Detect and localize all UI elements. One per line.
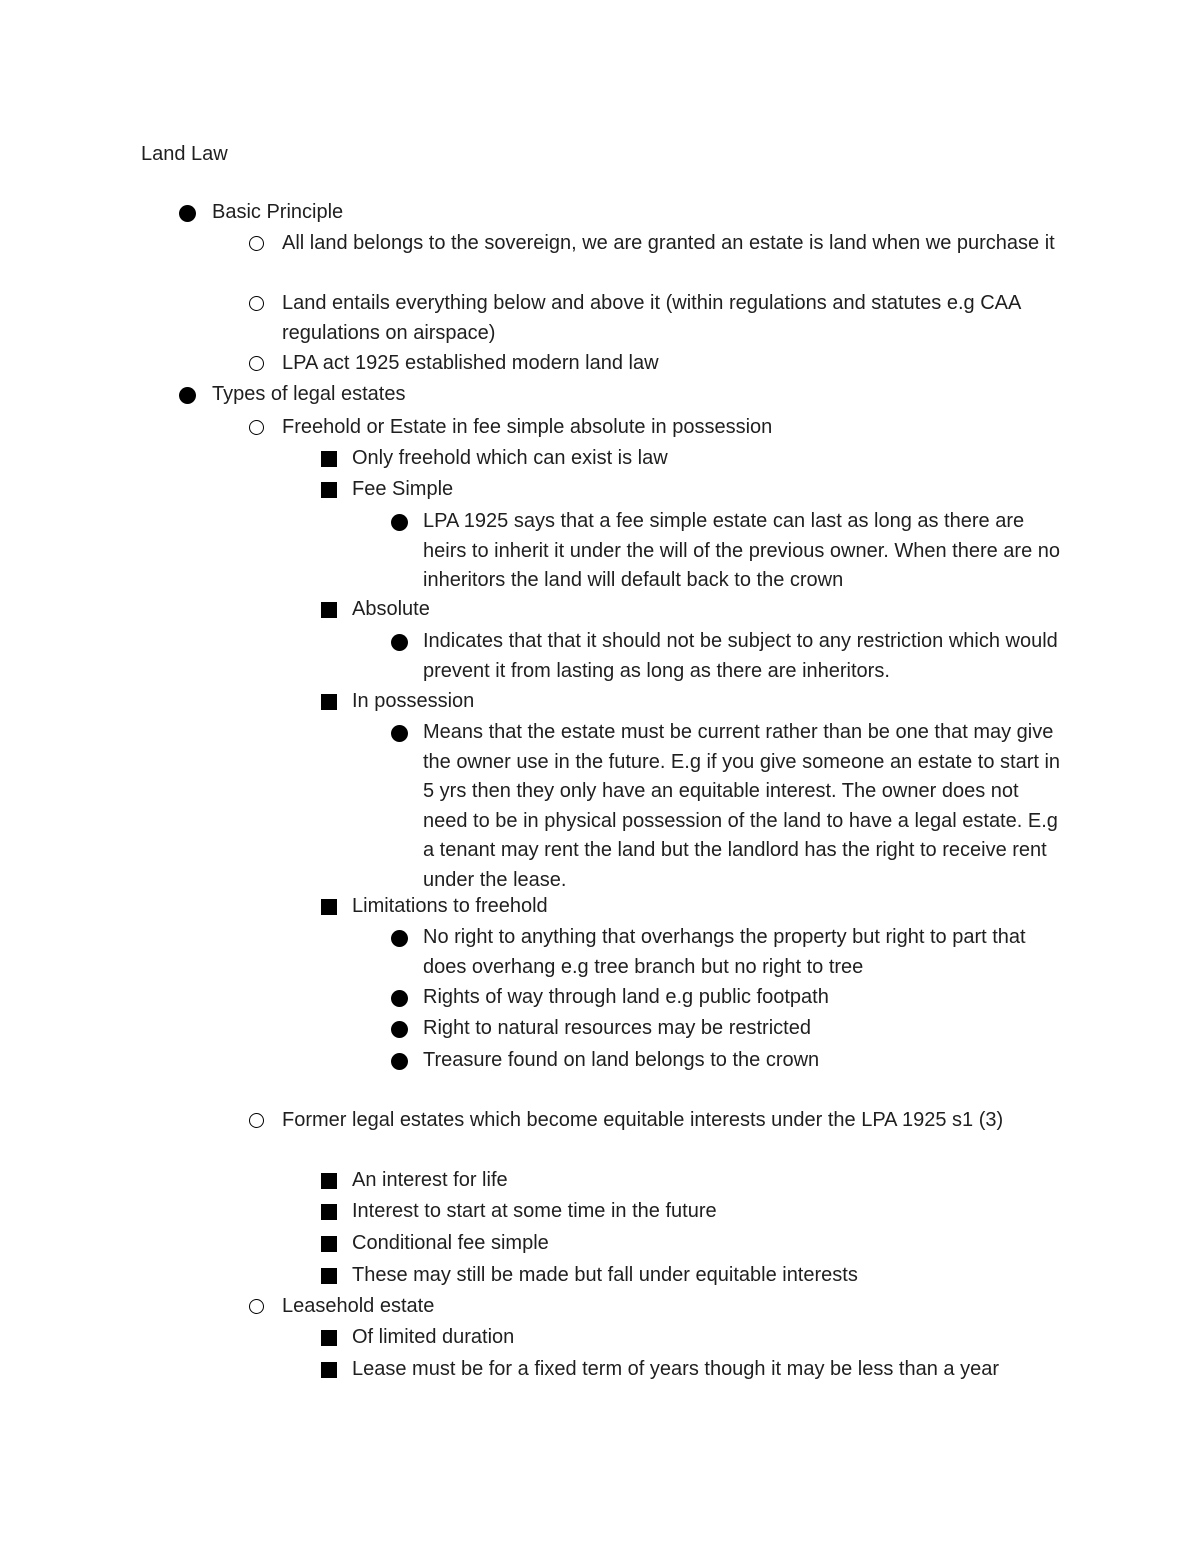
- outline-item-text: Lease must be for a fixed term of years though it may be less than a year: [352, 1358, 1000, 1380]
- outline-item-text: Limitations to freehold: [352, 895, 548, 917]
- outline-item-level-1: [212, 198, 1062, 228]
- outline-item-text: In possession: [352, 690, 475, 712]
- outline-item-text: Freehold or Estate in fee simple absolute in possession: [282, 416, 773, 438]
- outline-item-text: Of limited duration: [352, 1326, 515, 1348]
- outline-item-text: LPA 1925 says that a fee simple estate can last as long as there are heirs to inherit it under the will of the previous owner. When there are no inheritors the land will default back to the crown: [423, 510, 1061, 591]
- outline-item-text: Land entails everything below and above it (within regulations and statutes e.g CAA regulations on airspace): [282, 292, 1021, 344]
- outline-item-level-3: [352, 1355, 1062, 1385]
- filled-circle-bullet-icon: [391, 634, 408, 651]
- outline-item-level-3: [352, 444, 1062, 474]
- outline-item-text: These may still be made but fall under equitable interests: [352, 1264, 858, 1286]
- outline-item-level-4: [423, 718, 1062, 895]
- square-bullet-icon: [321, 1362, 337, 1378]
- outline-item-level-4: [423, 1014, 1062, 1044]
- outline-item-level-3: [352, 1323, 1062, 1353]
- outline-item-text: Means that the estate must be current rather than be one that may give the owner use in the future. E.g if you give someone an estate to start in 5 yrs then they only have an equitable interest. The owner does not need to be in physical possession of the land to have a legal estate. E.g a tenant may rent the land but the landlord has the right to receive rent under the lease.: [423, 721, 1061, 891]
- outline-item-text: Former legal estates which become equitable interests under the LPA 1925 s1 (3): [282, 1109, 1004, 1131]
- hollow-circle-bullet-icon: [249, 1299, 264, 1314]
- outline-item-text: Fee Simple: [352, 478, 454, 500]
- outline-item-text: All land belongs to the sovereign, we are granted an estate is land when we purchase it: [282, 232, 1055, 254]
- outline-item-level-4: [423, 507, 1062, 596]
- hollow-circle-bullet-icon: [249, 236, 264, 251]
- outline-item-level-3: [352, 687, 1062, 717]
- outline-item-level-3: [352, 1166, 1062, 1196]
- hollow-circle-bullet-icon: [249, 1113, 264, 1128]
- square-bullet-icon: [321, 482, 337, 498]
- square-bullet-icon: [321, 1204, 337, 1220]
- outline-item-level-3: [352, 1229, 1062, 1259]
- outline-item-text: LPA act 1925 established modern land law: [282, 352, 659, 374]
- square-bullet-icon: [321, 1330, 337, 1346]
- outline-item-text: No right to anything that overhangs the property but right to part that does overhang e.g tree branch but no right to tree: [423, 926, 1026, 978]
- outline-item-text: Conditional fee simple: [352, 1232, 549, 1254]
- outline-item-level-4: [423, 983, 1062, 1013]
- outline-item-text: Interest to start at some time in the future: [352, 1200, 717, 1222]
- filled-circle-bullet-icon: [391, 990, 408, 1007]
- outline-item-text: Treasure found on land belongs to the crown: [423, 1049, 820, 1071]
- outline-item-level-3: [352, 595, 1062, 625]
- outline-item-level-2: [282, 413, 1062, 443]
- outline-item-level-1: [212, 380, 1062, 410]
- filled-circle-bullet-icon: [391, 514, 408, 531]
- outline-item-level-3: [352, 1261, 1062, 1291]
- hollow-circle-bullet-icon: [249, 356, 264, 371]
- outline-item-level-2: [282, 229, 1062, 259]
- outline-item-text: Indicates that that it should not be subject to any restriction which would prevent it from lasting as long as there are inheritors.: [423, 630, 1058, 682]
- hollow-circle-bullet-icon: [249, 296, 264, 311]
- outline-item-text: Basic Principle: [212, 201, 344, 223]
- filled-circle-bullet-icon: [391, 1053, 408, 1070]
- outline-item-text: Types of legal estates: [212, 383, 406, 405]
- square-bullet-icon: [321, 1236, 337, 1252]
- outline-item-text: An interest for life: [352, 1169, 508, 1191]
- filled-circle-bullet-icon: [391, 930, 408, 947]
- outline-item-level-3: [352, 1197, 1062, 1227]
- outline-item-level-4: [423, 1046, 1062, 1076]
- square-bullet-icon: [321, 602, 337, 618]
- outline-item-text: Rights of way through land e.g public footpath: [423, 986, 829, 1008]
- hollow-circle-bullet-icon: [249, 420, 264, 435]
- filled-circle-bullet-icon: [179, 205, 196, 222]
- outline-item-text: Right to natural resources may be restricted: [423, 1017, 811, 1039]
- outline-item-level-2: [282, 1106, 1062, 1136]
- square-bullet-icon: [321, 1173, 337, 1189]
- outline-item-level-2: [282, 289, 1062, 348]
- outline-item-text: Only freehold which can exist is law: [352, 447, 668, 469]
- document-title: Land Law: [141, 143, 228, 165]
- square-bullet-icon: [321, 899, 337, 915]
- outline-item-level-3: [352, 475, 1062, 505]
- filled-circle-bullet-icon: [391, 1021, 408, 1038]
- square-bullet-icon: [321, 451, 337, 467]
- outline-item-level-2: [282, 1292, 1062, 1322]
- square-bullet-icon: [321, 694, 337, 710]
- outline-item-level-2: [282, 349, 1062, 379]
- filled-circle-bullet-icon: [179, 387, 196, 404]
- outline-item-text: Absolute: [352, 598, 430, 620]
- square-bullet-icon: [321, 1268, 337, 1284]
- outline-item-level-4: [423, 923, 1062, 982]
- outline-item-level-3: [352, 892, 1062, 922]
- outline-item-level-4: [423, 627, 1062, 686]
- outline-item-text: Leasehold estate: [282, 1295, 435, 1317]
- filled-circle-bullet-icon: [391, 725, 408, 742]
